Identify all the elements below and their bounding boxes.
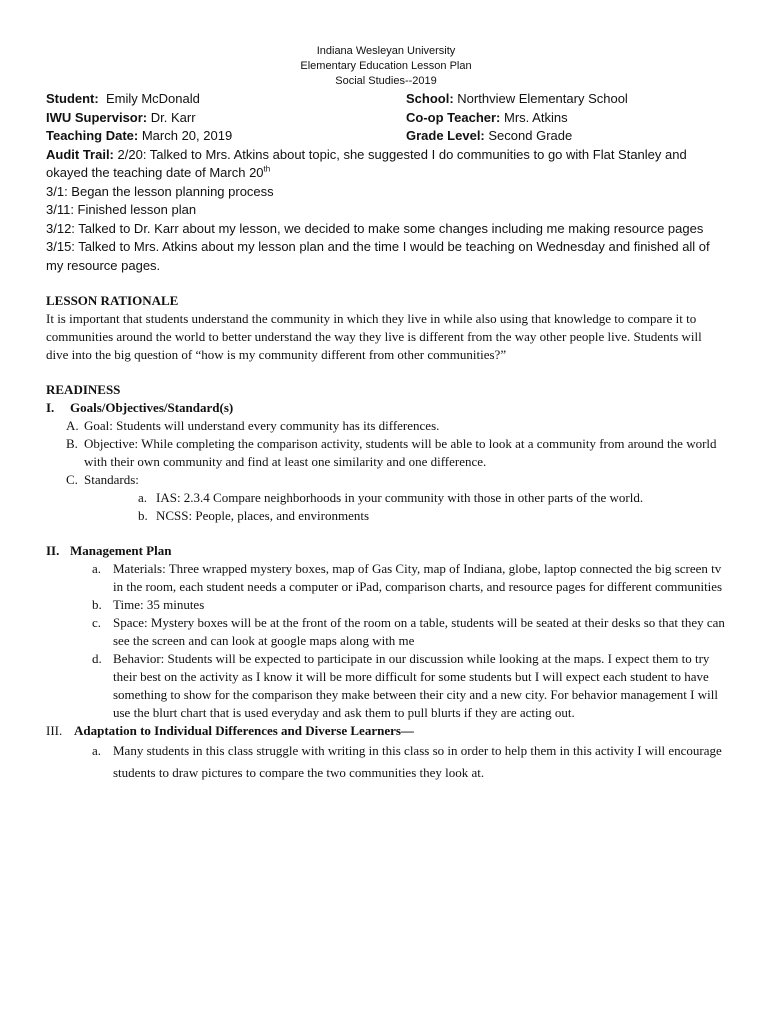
list-item	[138, 489, 726, 507]
audit-superscript: th	[263, 164, 271, 174]
date-label: Teaching Date:	[46, 128, 139, 143]
management-list	[46, 560, 726, 722]
list-item	[92, 596, 726, 614]
list-text: Goal: Students will understand every community has its differences.	[84, 418, 440, 433]
list-marker: C.	[66, 472, 78, 487]
audit-trail	[46, 146, 726, 183]
section-goals-heading	[46, 399, 726, 417]
list-text: Behavior: Students will be expected to participate in our discussion while looking at the maps. I expect them to try their best on the activity as I know it will be more difficult for some students but I will expect each student to have something to show for the comparison they make between their city and a new city. For behavior management I will use the blurt chart that is used everyday and ask them to pull blurts if they are acting out.	[113, 651, 718, 720]
list-text: Objective: While completing the comparison activity, students will be able to look at a community from around the world with their own community and find at least one similarity and one difference.	[84, 436, 717, 469]
list-marker: b.	[138, 508, 148, 523]
list-marker: A.	[66, 418, 79, 433]
school-label: School:	[406, 91, 454, 106]
audit-label: Audit Trail:	[46, 146, 114, 162]
school-name: Northview Elementary School	[457, 91, 628, 106]
section-adaptation-heading	[46, 722, 726, 740]
university-name: Indiana Wesleyan University	[316, 45, 456, 57]
list-text: Materials: Three wrapped mystery boxes, map of Gas City, map of Indiana, globe, laptop connected the big screen tv in the room, each student needs a computer or iPad, comparison charts, and resource pages for different communities	[113, 561, 723, 594]
section-number: III.	[46, 723, 63, 738]
list-marker: d.	[92, 651, 102, 666]
lesson-plan-page	[46, 44, 726, 784]
audit-entry: 2/20: Talked to Mrs. Atkins about topic, she suggested I do communities to go with Flat Stanley and okayed the teaching date of March 20	[46, 146, 687, 180]
coop-teacher-name: Mrs. Atkins	[504, 109, 568, 125]
list-marker: b.	[92, 597, 102, 612]
list-item	[66, 435, 726, 471]
document-header	[46, 44, 726, 89]
plan-title: Elementary Education Lesson Plan	[300, 60, 472, 72]
list-marker: a.	[92, 561, 102, 576]
list-text: Standards:	[84, 472, 139, 487]
audit-entry: 3/12: Talked to Dr. Karr about my lesson, we decided to make some changes including me making resource pages	[46, 220, 704, 236]
list-marker: c.	[92, 615, 102, 630]
list-item	[92, 560, 726, 596]
list-text: Many students in this class struggle with writing in this class so in order to help them in this activity I will encourage students to draw pictures to compare the two communities they look at.	[113, 743, 722, 780]
supervisor-label: IWU Supervisor:	[46, 109, 148, 125]
teaching-date: March 20, 2019	[141, 128, 233, 143]
coop-label: Co-op Teacher:	[406, 109, 501, 125]
list-item	[66, 471, 726, 489]
list-marker: a.	[92, 743, 102, 758]
list-item	[138, 507, 726, 525]
section-title: Management Plan	[70, 543, 172, 558]
audit-entry: 3/15: Talked to Mrs. Atkins about my lesson plan and the time I would be teaching on Wednesday and finished all of my resource pages.	[46, 239, 710, 273]
standards-list	[138, 489, 726, 525]
subject-line: Social Studies--2019	[335, 75, 437, 87]
list-text: Time: 35 minutes	[113, 597, 205, 612]
list-item	[92, 614, 726, 650]
section-number: II.	[46, 543, 60, 558]
readiness-heading: READINESS	[46, 382, 121, 397]
rationale-heading: LESSON RATIONALE	[46, 293, 179, 308]
goals-list	[66, 417, 726, 489]
student-label: Student:	[46, 91, 99, 106]
section-management-heading	[46, 542, 726, 560]
supervisor-name: Dr. Karr	[150, 109, 196, 125]
list-text: Space: Mystery boxes will be at the front of the room on a table, students will be seated at their desks so that they can see the screen and can look at google maps along with me	[113, 615, 725, 648]
list-marker: a.	[138, 490, 148, 505]
section-title: Goals/Objectives/Standard(s)	[70, 400, 234, 415]
section-number: I.	[46, 400, 55, 415]
list-marker: B.	[66, 436, 78, 451]
list-text: IAS: 2.3.4 Compare neighborhoods in your community with those in other parts of the world.	[156, 490, 644, 505]
list-item	[66, 417, 726, 435]
grade-label: Grade Level:	[406, 128, 485, 143]
list-text: NCSS: People, places, and environments	[156, 508, 370, 523]
rationale-text: It is important that students understand the community in which they live in while also using that knowledge to compare it to communities around the world to better understand the way they live is different from the way other people live. Students will dive into the big question of “how is my community different from other communities?”	[46, 311, 702, 362]
list-item	[92, 650, 726, 722]
grade-level: Second Grade	[488, 128, 573, 143]
info-block	[46, 90, 726, 275]
section-title: Adaptation to Individual Differences and Diverse Learners—	[74, 723, 414, 738]
audit-entry: 3/1: Began the lesson planning process	[46, 183, 274, 199]
adaptation-list	[92, 740, 726, 784]
list-item	[92, 740, 726, 784]
audit-entry: 3/11: Finished lesson plan	[46, 202, 197, 217]
student-name: Emily McDonald	[105, 91, 200, 106]
